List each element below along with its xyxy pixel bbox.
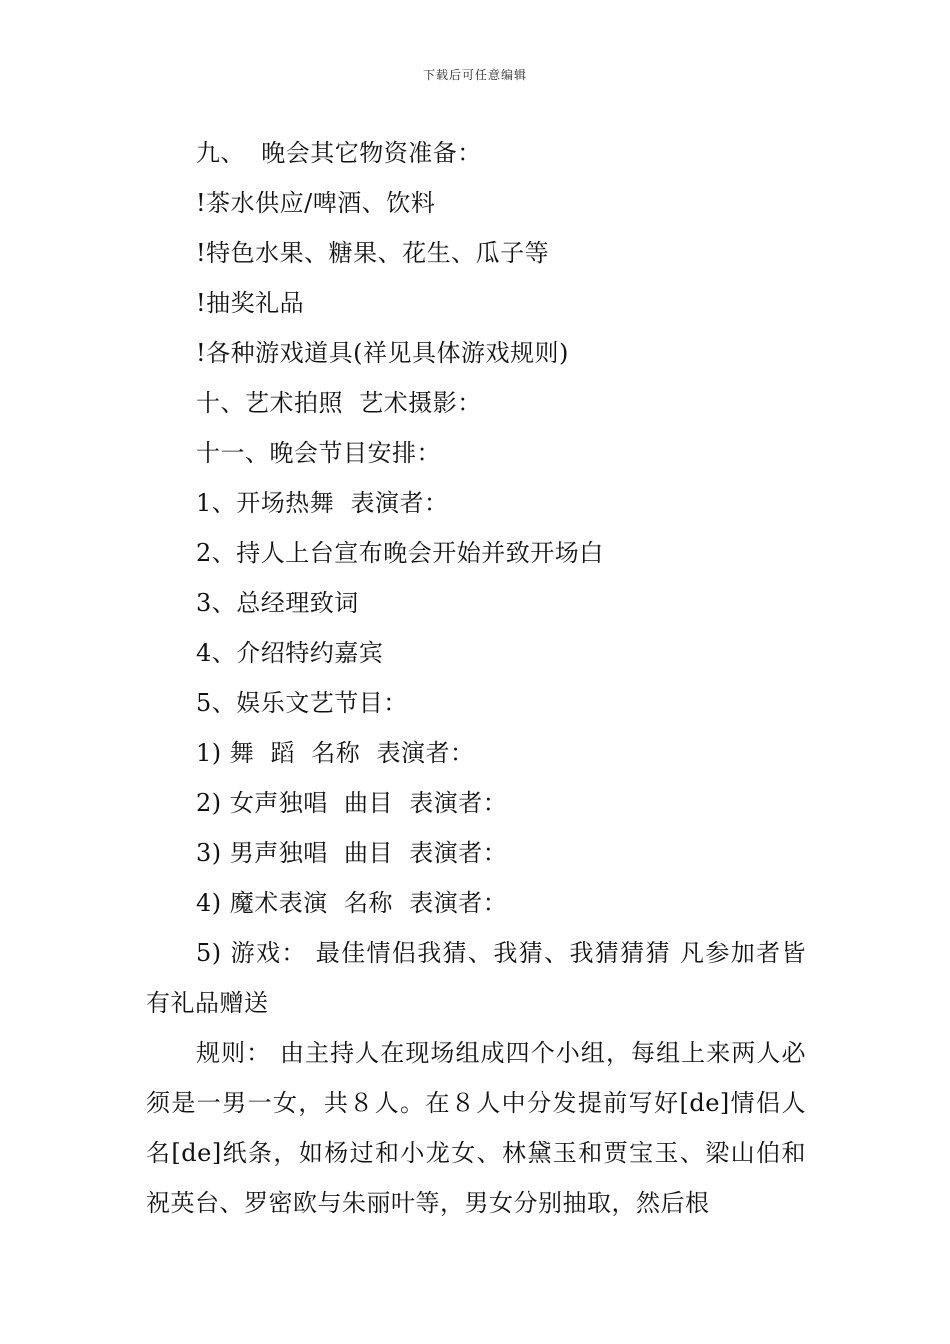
program-subitem: 1) 舞 蹈 名称 表演者： — [196, 739, 475, 767]
section-heading-9: 九、 晚会其它物资准备： — [196, 139, 482, 167]
section-heading-11: 十一、晚会节目安排： — [196, 439, 441, 467]
program-subitem: 2) 女声独唱 曲目 表演者： — [196, 789, 508, 817]
list-item: !茶水供应/啤酒、饮料 — [196, 189, 436, 217]
program-item: 4、介绍特约嘉宾 — [196, 639, 384, 667]
program-item: 2、持人上台宣布晚会开始并致开场白 — [196, 539, 604, 567]
list-item: !特色水果、糖果、花生、瓜子等 — [196, 239, 550, 267]
rules-paragraph: 规则： 由主持人在现场组成四个小组，每组上来两人必须是一男一女，共８人。在８人中分发提前写好[de]情侣人名[de]纸条，如杨过和小龙女、林黛玉和贾宝玉、梁山伯和祝英台、罗密欧与朱丽叶等，男女分别抽取，然后根 — [146, 1039, 806, 1217]
list-item: !抽奖礼品 — [196, 289, 305, 317]
program-subitem: 4) 魔术表演 名称 表演者： — [196, 889, 508, 917]
document-body — [146, 128, 806, 1228]
program-subitem: 3) 男声独唱 曲目 表演者： — [196, 839, 508, 867]
list-item: !各种游戏道具(祥见具体游戏规则) — [196, 339, 569, 367]
page-header: 下载后可任意编辑 — [422, 68, 527, 82]
game-paragraph: 5) 游戏： 最佳情侣我猜、我猜、我猜猜猜 凡参加者皆有礼品赠送 — [146, 939, 806, 1017]
program-item: 5、娱乐文艺节目： — [196, 689, 408, 717]
program-item: 3、总经理致词 — [196, 589, 359, 617]
program-item: 1、开场热舞 表演者： — [196, 489, 449, 517]
section-heading-10: 十、艺术拍照 艺术摄影： — [196, 389, 482, 417]
